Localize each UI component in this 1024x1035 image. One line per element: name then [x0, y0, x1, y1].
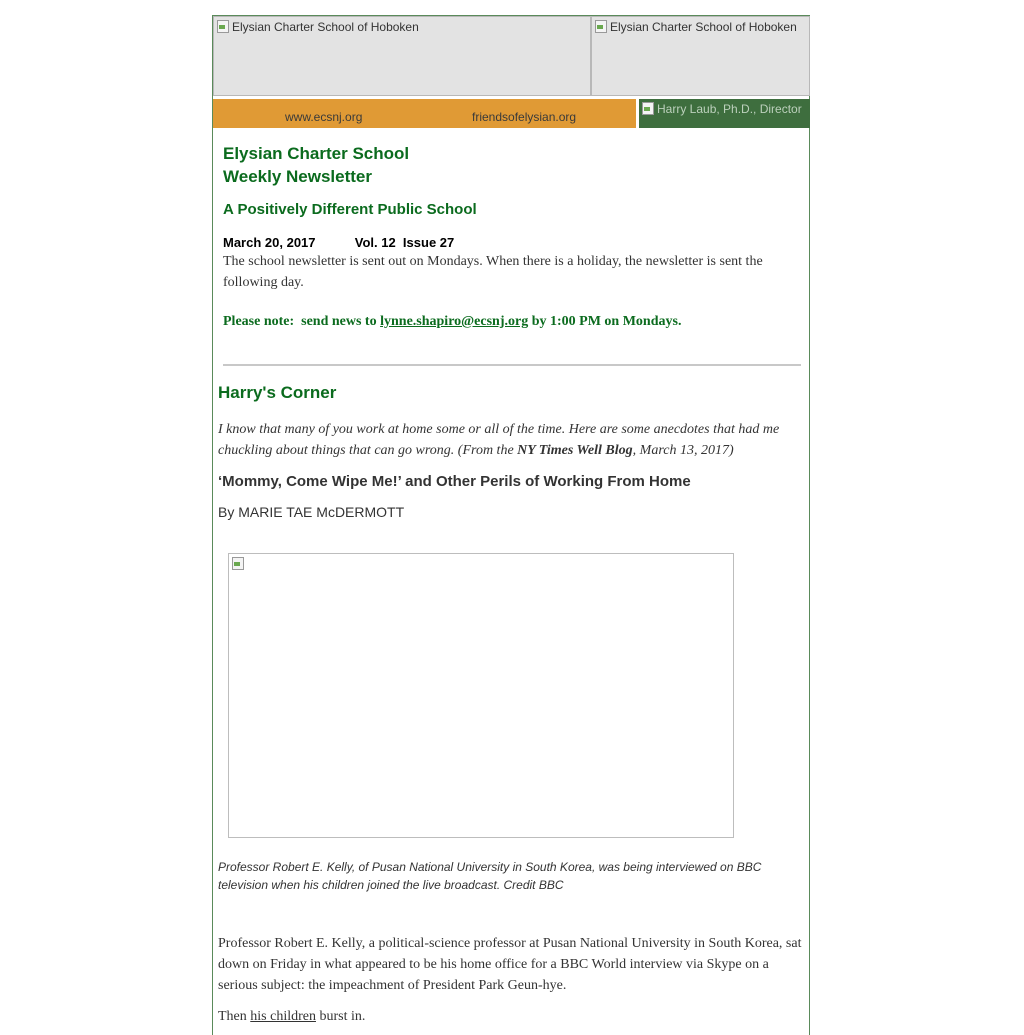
banner-right-alt: Elysian Charter School of Hoboken: [610, 20, 797, 34]
volume-issue: Vol. 12 Issue 27: [354, 235, 455, 250]
issue-date: March 20, 2017: [223, 235, 316, 250]
issue-line: [223, 235, 454, 250]
title-line-1: Elysian Charter School: [223, 144, 410, 163]
intro-source: NY Times Well Blog: [517, 443, 633, 458]
banner-left-alt: Elysian Charter School of Hoboken: [232, 20, 419, 34]
broken-image-icon: [231, 556, 245, 570]
friends-website-link[interactable]: friendsofelysian.org: [472, 110, 577, 124]
submission-note: [223, 314, 681, 330]
tagline: A Positively Different Public School: [223, 201, 477, 218]
intro-text: [218, 419, 803, 461]
director-alt: Harry Laub, Ph.D., Director: [657, 102, 802, 116]
children-link[interactable]: his children: [250, 1009, 316, 1024]
broken-image-icon: [641, 101, 655, 115]
intro-part-1: I know that many of you work at home some or all of the time. Here are some anecdotes that had me chuckling about things that can go wrong. (From the: [218, 422, 780, 458]
newsletter-title: [223, 142, 409, 188]
article-photo: [228, 553, 734, 838]
article-byline: By MARIE TAE McDERMOTT: [218, 504, 405, 520]
article-paragraph: Professor Robert E. Kelly, a political-science professor at Pusan National University in South Korea, sat down on Friday in what appeared to be his home office for a BBC World interview via Skype on a serious subject: the impeachment of President Park Geun-hye.: [218, 936, 802, 993]
broken-image-icon: [594, 19, 608, 33]
intro-part-2: , March 13, 2017): [632, 443, 734, 458]
school-website-link[interactable]: www.ecsnj.org: [285, 110, 363, 124]
school-banner-image-right: [591, 16, 810, 96]
please-note-suffix: by 1:00 PM on Mondays.: [531, 314, 682, 329]
director-image: [639, 99, 810, 128]
broken-image-icon: [216, 19, 230, 33]
para2-suffix: burst in.: [319, 1009, 366, 1024]
school-banner-image-left: [213, 16, 591, 96]
photo-caption: Professor Robert E. Kelly, of Pusan National University in South Korea, was being interviewed on BBC television when his children joined the live broadcast. Credit BBC: [218, 860, 762, 892]
section-divider: [223, 364, 801, 366]
section-heading: Harry's Corner: [218, 383, 337, 402]
schedule-note: The school newsletter is sent out on Mondays. When there is a holiday, the newsletter is sent the following day.: [223, 254, 763, 290]
please-note-prefix: Please note: send news to: [223, 314, 377, 329]
title-line-2: Weekly Newsletter: [223, 167, 372, 186]
email-link[interactable]: lynne.shapiro@ecsnj.org: [380, 314, 529, 329]
article-title: ‘Mommy, Come Wipe Me!’ and Other Perils of Working From Home: [218, 473, 691, 490]
para2-prefix: Then: [218, 1009, 247, 1024]
